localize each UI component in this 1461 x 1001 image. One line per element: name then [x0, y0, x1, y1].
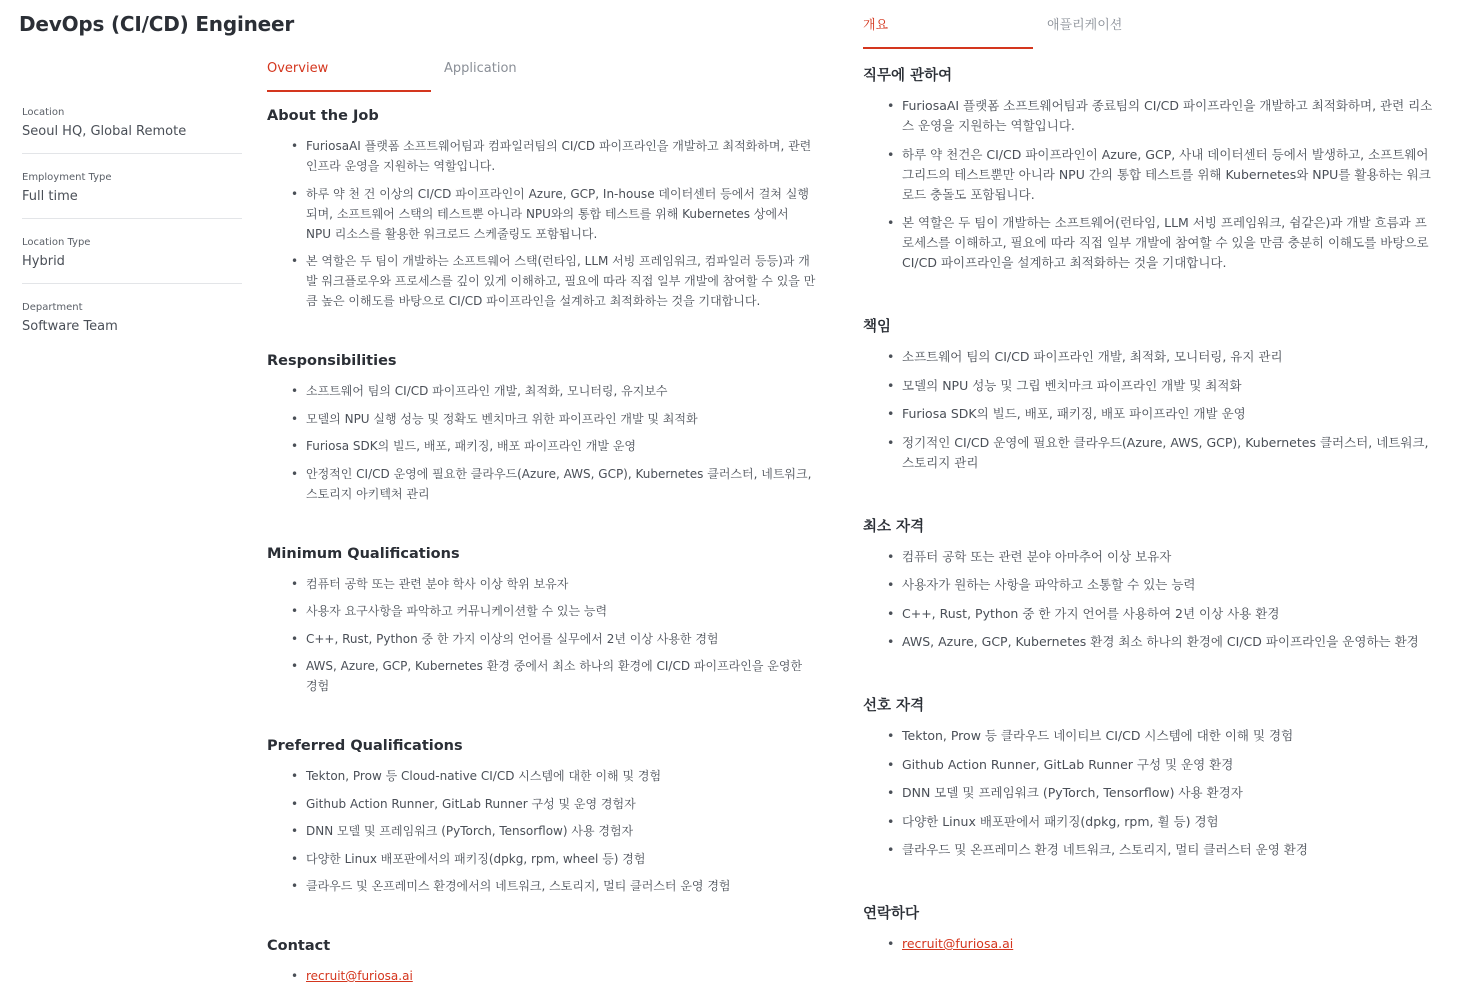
tab-bar-en	[267, 61, 517, 92]
bullet-list	[863, 96, 1438, 273]
list-item: • Furiosa SDK의 빌드, 배포, 패키징, 배포 파이프라인 개발 운영	[267, 436, 817, 456]
list-item: • 하루 약 천건은 CI/CD 파이프라인이 Azure, GCP, 사내 데이터센터 등에서 발생하고, 소프트웨어 그리드의 테스트뿐만 아니라 NPU 간의 통합 테스트를 위해 Kubernetes와 NPU를 활용하는 워크로드 충돌도 포함됩니다.	[863, 145, 1438, 205]
section-title: 선호 자격	[863, 698, 925, 714]
list-item: • 하루 약 천 건 이상의 CI/CD 파이프라인이 Azure, GCP, In-house 데이터센터 등에서 걸쳐 실행되며, 소프트웨어 스택의 테스트뿐 아니라 NPU와의 통합 테스트를 위해 Kubernetes 상에서 NPU 리소스를 활용한 워크로드 스케줄링도 포함됩니다.	[267, 184, 817, 244]
content-en	[267, 108, 817, 1001]
bullet-list	[863, 934, 1438, 954]
bullet-list	[267, 766, 817, 896]
tab-overview-ko[interactable]: 개요	[863, 14, 1033, 49]
list-item: • DNN 모델 및 프레임워크 (PyTorch, Tensorflow) 사용 환경자	[863, 783, 1438, 803]
section-minimum-qualifications	[267, 546, 817, 697]
bullet-list	[267, 136, 817, 311]
section-title: Responsibilities	[267, 353, 397, 369]
tab-application-ko[interactable]: 애플리케이션	[1047, 18, 1123, 33]
list-item: • Tekton, Prow 등 Cloud-native CI/CD 시스템에 대한 이해 및 경험	[267, 766, 817, 786]
list-item: • 컴퓨터 공학 또는 관련 분야 학사 이상 학위 보유자	[267, 574, 817, 594]
meta-label: Location Type	[22, 237, 91, 248]
bullet-list	[863, 547, 1438, 653]
list-item: • 컴퓨터 공학 또는 관련 분야 아마추어 이상 보유자	[863, 547, 1438, 567]
list-item: • FuriosaAI 플랫폼 소프트웨어팀과 종료팀의 CI/CD 파이프라인을 개발하고 최적화하며, 관련 리소스 운영을 지원하는 역할입니다.	[863, 96, 1438, 136]
list-item: • 소프트웨어 팀의 CI/CD 파이프라인 개발, 최적화, 모니터링, 유지보수	[267, 381, 817, 401]
list-item: • FuriosaAI 플랫폼 소프트웨어팀과 컴파일러팀의 CI/CD 파이프라인을 개발하고 최적화하며, 관련 인프라 운영을 지원하는 역할입니다.	[267, 136, 817, 176]
contact-email-link[interactable]: recruit@furiosa.ai	[306, 969, 413, 983]
bullet-list	[267, 381, 817, 504]
section-title: Preferred Qualifications	[267, 738, 463, 754]
list-item: • 다양한 Linux 배포판에서의 패키징(dpkg, rpm, wheel 등) 경험	[267, 849, 817, 869]
meta-location-type	[22, 237, 242, 284]
section-title: 연락하다	[863, 906, 920, 922]
meta-value: Software Team	[22, 319, 118, 334]
contact-email-link-ko[interactable]: recruit@furiosa.ai	[902, 936, 1014, 951]
list-item	[267, 966, 817, 986]
list-item: • C++, Rust, Python 중 한 가지 이상의 언어를 실무에서 2년 이상 사용한 경험	[267, 629, 817, 649]
section-title: 직무에 관하여	[863, 68, 953, 84]
meta-employment-type	[22, 172, 242, 219]
list-item: • Github Action Runner, GitLab Runner 구성 및 운영 경험자	[267, 794, 817, 814]
section-contact	[267, 938, 817, 986]
list-item: • 본 역할은 두 팀이 개발하는 소프트웨어(런타임, LLM 서빙 프레임워크, 쉼같은)과 개발 흐름과 프로세스를 이해하고, 필요에 따라 직접 일부 개발에 참여할 수 있을 만큼 충분히 이해도를 바탕으로 CI/CD 파이프라인을 설계하고 최적화하는 것을 기대합니다.	[863, 213, 1438, 273]
list-item: • 모델의 NPU 실행 성능 및 정확도 벤치마크 위한 파이프라인 개발 및 최적화	[267, 409, 817, 429]
section-about-job	[267, 108, 817, 311]
section-title: Contact	[267, 938, 331, 954]
list-item: • Tekton, Prow 등 클라우드 네이티브 CI/CD 시스템에 대한 이해 및 경험	[863, 726, 1438, 746]
list-item	[863, 934, 1438, 954]
list-item: • Github Action Runner, GitLab Runner 구성 및 운영 환경	[863, 755, 1438, 775]
tab-bar-ko	[863, 14, 1122, 49]
meta-value: Hybrid	[22, 254, 65, 269]
list-item: • 클라우드 및 온프레미스 환경 네트워크, 스토리지, 멀티 클러스터 운영 환경	[863, 840, 1438, 860]
section-title: 책임	[863, 319, 892, 335]
meta-label: Department	[22, 302, 83, 313]
section-responsibilities-ko	[863, 315, 1438, 473]
job-title: DevOps (CI/CD) Engineer	[19, 12, 295, 36]
job-meta-panel	[22, 107, 242, 366]
list-item: • 본 역할은 두 팀이 개발하는 소프트웨어 스택(런타임, LLM 서빙 프레임워크, 컴파일러 등등)과 개발 워크플로우와 프로세스를 깊이 있게 이해하고, 필요에 따라 직접 일부 개발에 참여할 수 있을 만큼 높은 이해도를 바탕으로 CI/CD 파이프라인을 설계하고 최적화하는 것을 기대합니다.	[267, 251, 817, 311]
list-item: • AWS, Azure, GCP, Kubernetes 환경 중에서 최소 하나의 환경에 CI/CD 파이프라인을 운영한 경험	[267, 656, 817, 696]
list-item: • 사용자 요구사항을 파악하고 커뮤니케이션할 수 있는 능력	[267, 601, 817, 621]
list-item: • 소프트웨어 팀의 CI/CD 파이프라인 개발, 최적화, 모니터링, 유지 관리	[863, 347, 1438, 367]
list-item: • Furiosa SDK의 빌드, 배포, 패키징, 배포 파이프라인 개발 운영	[863, 404, 1438, 424]
list-item: • DNN 모델 및 프레임워크 (PyTorch, Tensorflow) 사용 경험자	[267, 821, 817, 841]
meta-value: Full time	[22, 189, 78, 204]
section-preferred-qualifications	[267, 738, 817, 896]
list-item: • 클라우드 및 온프레미스 환경에서의 네트워크, 스토리지, 멀티 클러스터 운영 경험	[267, 876, 817, 896]
bullet-list	[863, 347, 1438, 473]
list-item: • AWS, Azure, GCP, Kubernetes 환경 최소 하나의 환경에 CI/CD 파이프라인을 운영하는 환경	[863, 632, 1438, 652]
list-item: • 사용자가 원하는 사항을 파악하고 소통할 수 있는 능력	[863, 575, 1438, 595]
meta-label: Location	[22, 107, 65, 118]
section-title: Minimum Qualifications	[267, 545, 460, 562]
bullet-list	[863, 726, 1438, 860]
list-item: • 안정적인 CI/CD 운영에 필요한 클라우드(Azure, AWS, GCP), Kubernetes 클러스터, 네트워크, 스토리지 아키텍처 관리	[267, 464, 817, 504]
bullet-list	[267, 966, 817, 986]
section-about-job-ko	[863, 64, 1438, 273]
list-item: • C++, Rust, Python 중 한 가지 언어를 사용하여 2년 이상 사용 환경	[863, 604, 1438, 624]
content-ko	[863, 64, 1438, 996]
list-item: • 다양한 Linux 배포판에서 패키징(dpkg, rpm, 휠 등) 경험	[863, 812, 1438, 832]
section-minimum-qualifications-ko	[863, 515, 1438, 653]
section-contact-ko	[863, 902, 1438, 954]
tab-overview[interactable]: Overview	[267, 61, 431, 92]
list-item: • 모델의 NPU 성능 및 그립 벤치마크 파이프라인 개발 및 최적화	[863, 376, 1438, 396]
section-title: About the Job	[267, 108, 379, 124]
meta-value: Seoul HQ, Global Remote	[22, 124, 187, 139]
bullet-list	[267, 574, 817, 697]
tab-application[interactable]: Application	[444, 61, 517, 76]
section-responsibilities	[267, 353, 817, 504]
meta-location	[22, 107, 242, 154]
section-title: 최소 자격	[863, 518, 925, 535]
meta-department	[22, 302, 242, 348]
section-preferred-qualifications-ko	[863, 694, 1438, 860]
meta-label: Employment Type	[22, 172, 112, 183]
list-item: • 정기적인 CI/CD 운영에 필요한 클라우드(Azure, AWS, GCP), Kubernetes 클러스터, 네트워크, 스토리지 관리	[863, 433, 1438, 473]
